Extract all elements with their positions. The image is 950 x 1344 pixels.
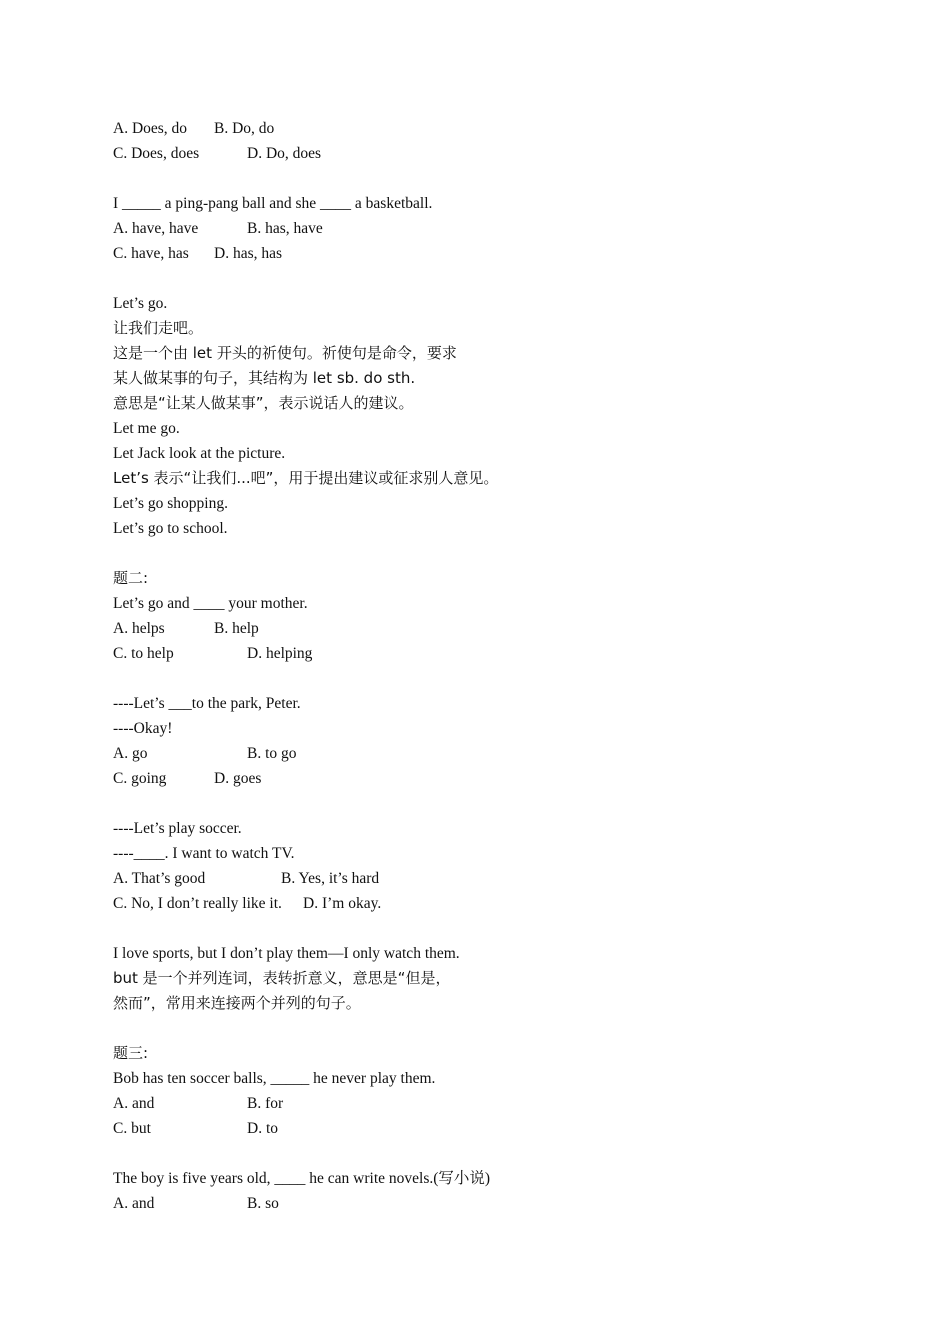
options-row <box>113 1191 813 1216</box>
options-row <box>113 866 813 891</box>
options-row <box>113 891 813 916</box>
note-line: I love sports, but I don’t play them—I only watch them. <box>113 945 460 962</box>
note-line: Let’s go to school. <box>113 520 228 537</box>
option-b: B. Yes, it’s hard <box>281 870 380 887</box>
option-c: C. to help <box>113 645 174 662</box>
option-d: D. I’m okay. <box>303 895 382 912</box>
note-line: Let Jack look at the picture. <box>113 445 286 462</box>
option-d: D. Do, does <box>247 145 322 162</box>
note-line: Let’s go shopping. <box>113 495 228 512</box>
options-row <box>113 141 813 166</box>
options-row <box>113 1116 813 1141</box>
dialogue-line: ----____. I want to watch TV. <box>113 845 295 862</box>
options-row <box>113 216 813 241</box>
option-b: B. to go <box>247 745 297 762</box>
options-row <box>113 741 813 766</box>
question-stem: I _____ a ping-pang ball and she ____ a basketball. <box>113 195 433 212</box>
option-c: C. have, has <box>113 245 189 262</box>
options-row <box>113 616 813 641</box>
dialogue-line: ----Let’s play soccer. <box>113 820 242 837</box>
options-row <box>113 1091 813 1116</box>
options-row <box>113 241 813 266</box>
option-d: D. helping <box>247 645 313 662</box>
options-row <box>113 766 813 791</box>
note-line: 意思是“让某人做某事”，表示说话人的建议。 <box>113 394 414 412</box>
options-row <box>113 116 813 141</box>
option-c: C. but <box>113 1120 151 1137</box>
question-stem: The boy is five years old, ____ he can write novels.(写小说) <box>113 1170 491 1187</box>
option-b: B. Do, do <box>214 120 275 137</box>
question-stem: Bob has ten soccer balls, _____ he never play them. <box>113 1070 436 1087</box>
option-a: A. and <box>113 1095 155 1112</box>
option-a: A. and <box>113 1195 155 1212</box>
note-line: 然而”，常用来连接两个并列的句子。 <box>113 994 361 1012</box>
option-c: C. Does, does <box>113 145 200 162</box>
note-line: Let me go. <box>113 420 180 437</box>
option-a: A. That’s good <box>113 870 206 887</box>
dialogue-line: ----Let’s ___to the park, Peter. <box>113 695 301 712</box>
note-line: but 是一个并列连词，表转折意义，意思是“但是， <box>113 969 451 987</box>
option-b: B. for <box>247 1095 284 1112</box>
option-b: B. has, have <box>247 220 323 237</box>
note-line: 这是一个由 let 开头的祈使句。祈使句是命令，要求 <box>113 344 457 362</box>
option-c: C. going <box>113 770 167 787</box>
option-c: C. No, I don’t really like it. <box>113 895 282 912</box>
note-line: Let’s 表示“让我们...吧”，用于提出建议或征求别人意见。 <box>113 469 499 487</box>
option-d: D. has, has <box>214 245 283 262</box>
section-title: 题三: <box>113 1044 149 1062</box>
option-a: A. have, have <box>113 220 199 237</box>
option-b: B. help <box>214 620 259 637</box>
options-row <box>113 641 813 666</box>
dialogue-line: ----Okay! <box>113 720 173 737</box>
option-a: A. go <box>113 745 148 762</box>
question-stem: Let’s go and ____ your mother. <box>113 595 308 612</box>
note-line: 让我们走吧。 <box>113 319 204 337</box>
option-d: D. to <box>247 1120 278 1137</box>
option-a: A. helps <box>113 620 165 637</box>
note-line: Let’s go. <box>113 295 168 312</box>
section-title: 题二: <box>113 569 149 587</box>
note-line: 某人做某事的句子，其结构为 let sb. do sth. <box>113 369 416 387</box>
option-d: D. goes <box>214 770 262 787</box>
option-a: A. Does, do <box>113 120 188 137</box>
option-b: B. so <box>247 1195 279 1212</box>
document-body <box>113 116 813 1216</box>
